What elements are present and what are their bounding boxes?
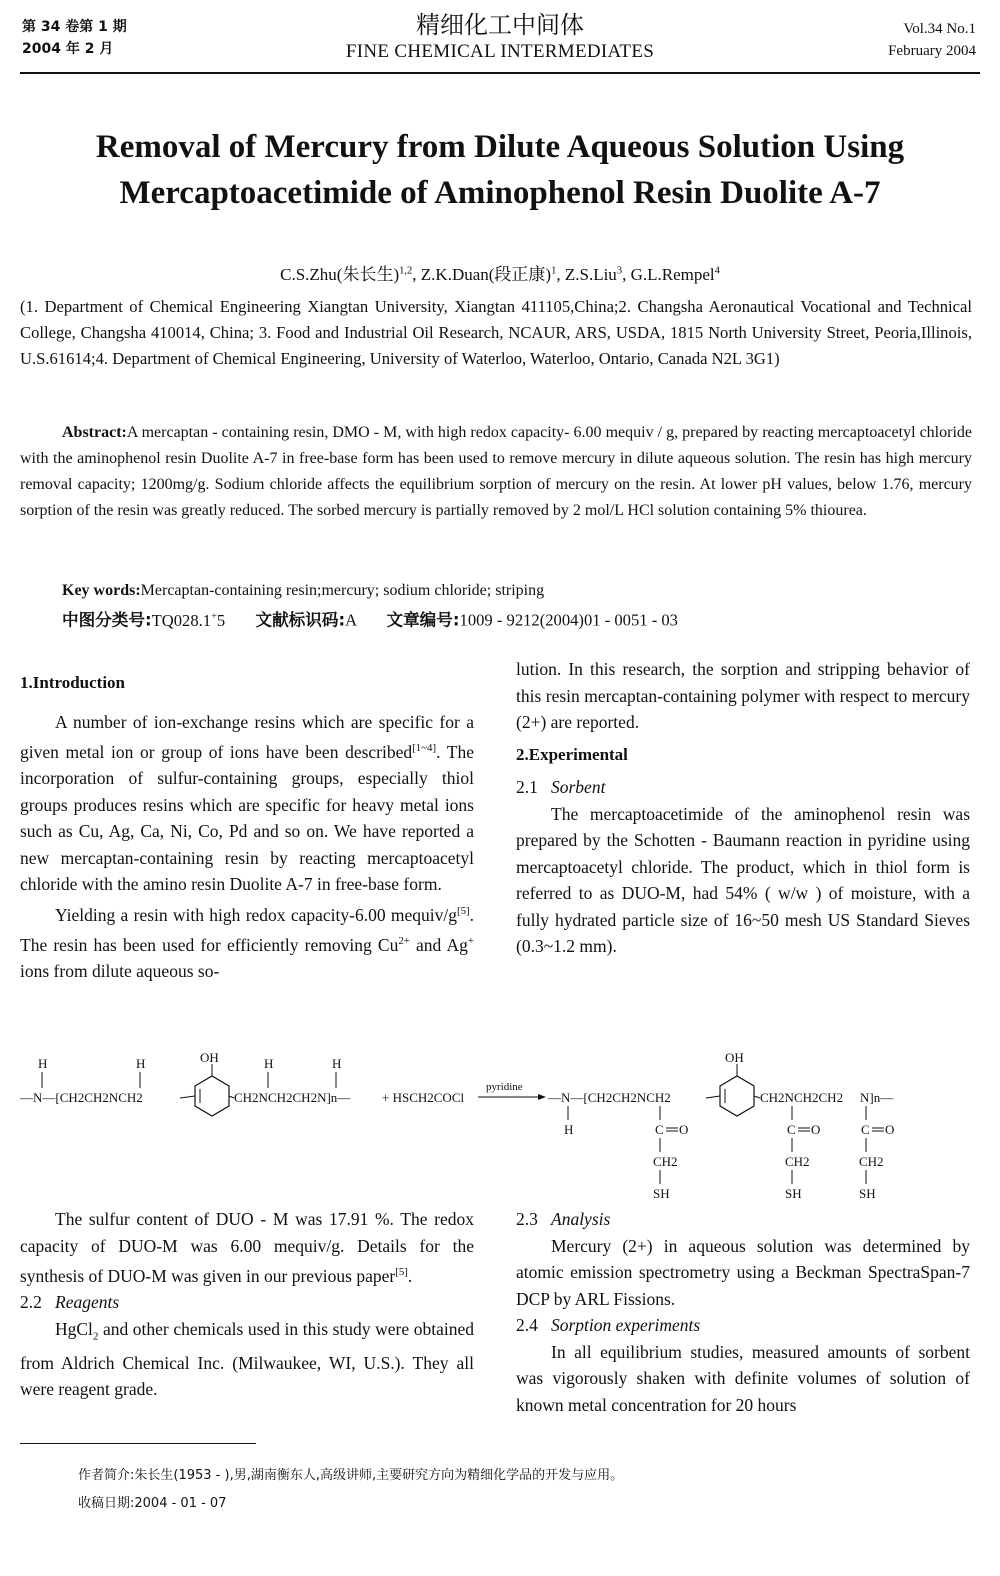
- date-cn: 2004 年 2 月: [22, 41, 114, 57]
- authors: C.S.Zhu(朱长生)$^{1,2}$, Z.K.Duan(段正康)$^1$, Z.S.Liu$^3$, G.L.Rempel$^4$: [280, 265, 720, 284]
- header-right: [888, 18, 976, 62]
- svg-text:H: H: [332, 1056, 342, 1071]
- sulfur-paragraph: The sulfur content of DUO - M was 17.91 %. The redox capacity of DUO-M was 6.00 mequiv/g. Details for the synthesis of DUO-M was given in our previous paper[5].: [20, 1209, 474, 1286]
- product-structure: [547, 1050, 894, 1201]
- clc-value: TQ028.1+5: [151, 610, 226, 630]
- header-center: [0, 10, 1000, 64]
- experimental-heading: 2.Experimental: [516, 744, 628, 764]
- article-label: 文章编号:: [386, 610, 460, 630]
- svg-text:N]n—: N]n—: [860, 1090, 894, 1105]
- svg-text:CH2: CH2: [653, 1154, 678, 1169]
- svg-text:O: O: [679, 1122, 689, 1137]
- author-bio-footnote: 作者简介:朱长生(1953 - ),男,湖南衡东人,高级讲师,主要研究方向为精细化学品的开发与应用。: [78, 1468, 624, 1483]
- header-rule: [20, 72, 980, 74]
- pendant-group-3: [859, 1106, 894, 1201]
- svg-text:H: H: [264, 1056, 274, 1071]
- affiliations: (1. Department of Chemical Engineering Xiangtan University, Xiangtan 411105,China;2. Changsha Aeronautical Vocational and Technical College, Changsha 410014, China; 3. Food and Industrial Oil Research, NCAUR, ARS, USDA, 1815 North University Street, Peoria,Illinois, U.S.61614;4. Department of Chemical Engineering, University of Waterloo, Waterloo, Ontario, Canada N2L 3G1): [20, 297, 972, 368]
- svg-text:OH: OH: [200, 1050, 219, 1065]
- svg-text:SH: SH: [859, 1186, 876, 1201]
- reaction-scheme: [20, 1048, 980, 1208]
- reactant-structure: [20, 1050, 464, 1116]
- paper-title: [0, 124, 1000, 216]
- svg-text:—N—[CH2CH2NCH2: —N—[CH2CH2NCH2: [20, 1090, 143, 1105]
- svg-text:OH: OH: [725, 1050, 744, 1065]
- sorption-paragraph: In all equilibrium studies, measured amounts of sorbent was vigorously shaken with definite volumes of solution of known metal concentration for 20 hours: [516, 1341, 970, 1415]
- reagents-paragraph: HgCl$_2$ and other chemicals used in this study were obtained from Aldrich Chemical Inc. (Milwaukee, WI, U.S.). They all were reagent grade.: [20, 1318, 474, 1400]
- svg-text:CH2: CH2: [785, 1154, 810, 1169]
- svg-text:C: C: [787, 1122, 796, 1137]
- svg-text:—N—[CH2CH2NCH2: —N—[CH2CH2NCH2: [548, 1090, 671, 1105]
- continued-paragraph: lution. In this research, the sorption and stripping behavior of this resin mercaptan-containing polymer with respect to mercury (2+) are reported.: [516, 659, 970, 732]
- pendant-group-2: [785, 1106, 820, 1201]
- right-column-lower: [516, 1206, 970, 1418]
- subsection-2-3: 2.3 Analysis: [516, 1209, 611, 1229]
- svg-text:H: H: [564, 1122, 574, 1137]
- footnote-rule: [20, 1443, 256, 1444]
- intro-paragraph-2: Yielding a resin with high redox capacity-6.00 mequiv/g[5]. The resin has been used for efficiently removing $Cu^{2+}$ and Ag+ ions from dilute aqueous so-: [20, 904, 474, 982]
- pendant-group-1: [653, 1106, 688, 1201]
- volume-cn: 第 34 卷第 1 期: [22, 19, 127, 35]
- subsection-2-2: 2.2 Reagents: [20, 1292, 120, 1313]
- svg-text:SH: SH: [785, 1186, 802, 1201]
- svg-text:H: H: [136, 1056, 146, 1071]
- svg-text:SH: SH: [653, 1186, 670, 1201]
- title-line-1: Removal of Mercury from Dilute Aqueous Solution Using: [95, 129, 905, 165]
- svg-text:CH2: CH2: [859, 1154, 884, 1169]
- intro-heading: 1.Introduction: [20, 673, 126, 692]
- svg-text:+ HSCH2COCl: + HSCH2COCl: [382, 1090, 465, 1105]
- doc-value: A: [345, 610, 357, 630]
- clc-label: 中图分类号:: [62, 610, 152, 630]
- subsection-2-4: 2.4 Sorption experiments: [516, 1315, 701, 1335]
- abstract: [20, 420, 972, 524]
- abstract-text: A mercaptan - containing resin, DMO - M, with high redox capacity- 6.00 mequiv / g, prepared by reacting mercaptoacetyl chloride with the aminophenol resin Duolite A-7 in free-base form has been used to remove mercury in dilute aqueous solution. The resin has high mercury removal capacity; 1200mg/g. Sodium chloride affects the equilibrium sorption of mercury on the resin. At lower pH values, below 1.76, mercury sorption of the resin was greatly reduced. The sorbed mercury is partially removed by 2 mol/L HCl solution containing 5% thiourea.: [20, 424, 972, 519]
- left-column-lower: [20, 1206, 474, 1403]
- sorbent-paragraph: The mercaptoacetimide of the aminophenol resin was prepared by the Schotten - Baumann reaction in pyridine using mercaptoacetyl chloride. The product, which in thiol form is referred to as DUO-M, had 54% ( w/w ) of moisture, with a fully hydrated particle size of 16~50 mesh US Standard Sieves (0.3~1.2 mm).: [516, 803, 970, 956]
- svg-text:O: O: [885, 1122, 895, 1137]
- classification-line: [20, 604, 1000, 634]
- reaction-arrow: [478, 1081, 546, 1100]
- svg-text:CH2NCH2CH2: CH2NCH2CH2: [760, 1090, 844, 1105]
- volume-en: Vol.34 No.1: [903, 21, 976, 37]
- journal-title-cn: 精细化工中间体: [416, 11, 584, 39]
- keywords: [20, 578, 1000, 604]
- subsection-2-1: 2.1 Sorbent: [516, 777, 606, 797]
- journal-title-en: FINE CHEMICAL INTERMEDIATES: [345, 41, 655, 62]
- svg-text:C: C: [655, 1122, 664, 1137]
- date-en: February 2004: [888, 43, 976, 59]
- abstract-label: Abstract:: [62, 424, 127, 441]
- keywords-text: Mercaptan-containing resin;mercury; sodium chloride; striping: [140, 582, 545, 599]
- svg-text:C: C: [861, 1122, 870, 1137]
- received-date-footnote: 收稿日期:2004 - 01 - 07: [78, 1496, 227, 1511]
- keywords-label: Key words:: [62, 582, 141, 599]
- title-line-2: Mercaptoacetimide of Aminophenol Resin Duolite A-7: [119, 175, 881, 211]
- doc-label: 文献标识码:: [255, 610, 346, 630]
- left-column: [20, 670, 474, 985]
- svg-text:pyridine: pyridine: [486, 1081, 523, 1093]
- article-value: 1009 - 9212(2004)01 - 0051 - 03: [459, 610, 678, 630]
- analysis-paragraph: Mercury (2+) in aqueous solution was determined by atomic emission spectrometry using a Beckman SpectraSpan-7 DCP by ARL Fissions.: [516, 1235, 970, 1309]
- svg-text:H: H: [38, 1056, 48, 1071]
- svg-text:CH2NCH2CH2N]n—: CH2NCH2CH2N]n—: [234, 1090, 351, 1105]
- intro-paragraph-1: A number of ion-exchange resins which are specific for a given metal ion or group of ions have been described[1~4]. The incorporation of sulfur-containing groups, especially thiol groups produces resins which are specific for heavy metal ions such as Cu, Ag, Ca, Ni, Co, Pd and so on. We have reported a new mercaptan-containing resin by reacting mercaptoacetyl chloride with the amino resin Duolite A-7 in free-base form.: [20, 711, 474, 895]
- svg-text:O: O: [811, 1122, 821, 1137]
- right-column: [516, 656, 970, 960]
